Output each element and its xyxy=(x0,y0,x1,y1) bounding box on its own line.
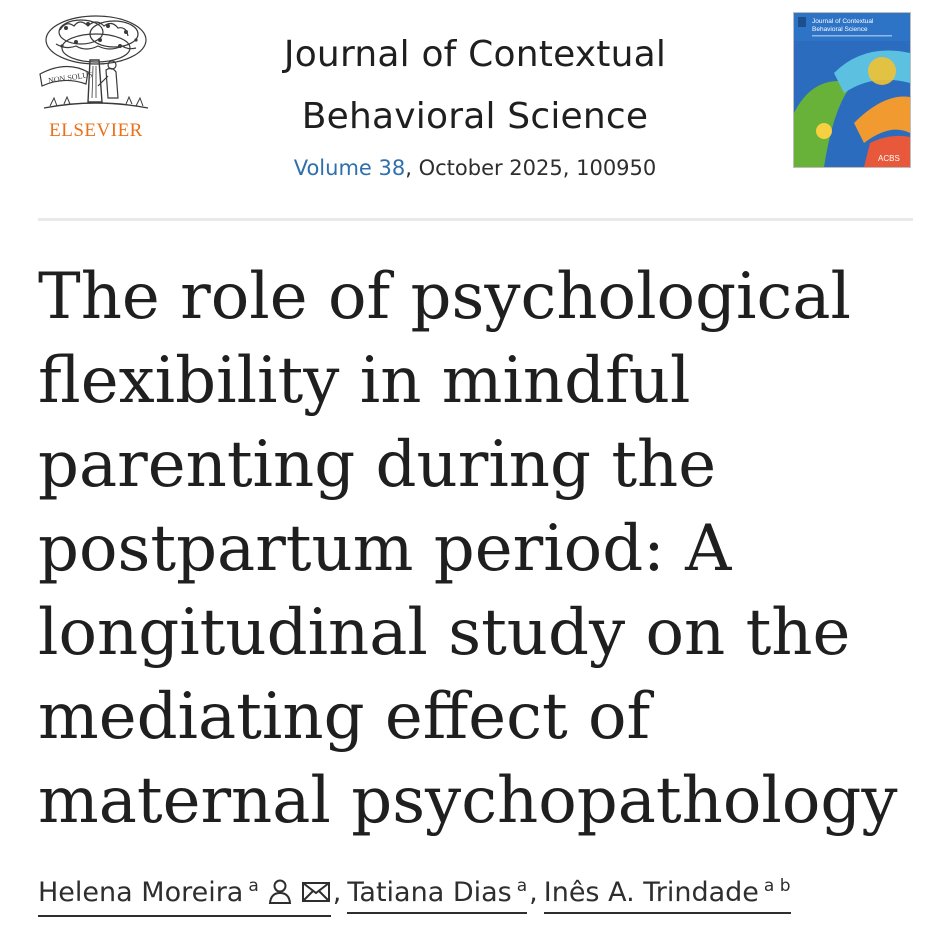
motto-text: NON SOLUS xyxy=(47,70,94,86)
article-title: The role of psychological flexibility in mindful parenting during the postpartum period: A longitudinal study on the mediating effect of maternal psychopathology xyxy=(38,260,898,838)
journal-title-line-1: Journal of Contextual xyxy=(283,34,667,75)
author-helena-moreira[interactable] xyxy=(38,876,331,917)
header-divider xyxy=(38,218,913,221)
article-header xyxy=(0,0,928,200)
journal-issue-info xyxy=(180,156,770,180)
affiliation-marker[interactable]: a xyxy=(248,876,259,896)
journal-title[interactable] xyxy=(180,24,770,148)
author-name: Helena Moreira xyxy=(38,877,244,908)
author-list xyxy=(38,876,791,917)
affiliation-marker[interactable]: a b xyxy=(763,876,791,896)
publisher-name: ELSEVIER xyxy=(49,120,143,141)
author-separator: , xyxy=(529,877,538,908)
issue-details: , October 2025, 100950 xyxy=(405,156,657,180)
author-name: Tatiana Dias xyxy=(347,877,512,908)
volume-link[interactable]: Volume 38 xyxy=(293,156,406,180)
journal-cover-image[interactable] xyxy=(793,12,911,168)
cover-title-line-2: Behavioral Science xyxy=(812,26,868,33)
author-name: Inês A. Trindade xyxy=(543,877,759,908)
tree-emblem-icon xyxy=(36,10,156,120)
author-ines-trindade[interactable] xyxy=(544,876,791,914)
author-separator: , xyxy=(332,877,342,908)
person-icon[interactable] xyxy=(267,878,293,911)
cover-society-label: ACBS xyxy=(878,154,900,163)
email-icon[interactable] xyxy=(301,880,331,911)
affiliation-marker[interactable]: a xyxy=(516,876,528,896)
journal-info xyxy=(180,24,770,180)
cover-title-line-1: Journal of Contextual xyxy=(812,18,874,25)
journal-cover-art xyxy=(794,13,910,167)
journal-title-line-2: Behavioral Science xyxy=(301,96,649,137)
author-tatiana-dias[interactable] xyxy=(347,876,527,914)
elsevier-logo[interactable] xyxy=(36,10,156,142)
